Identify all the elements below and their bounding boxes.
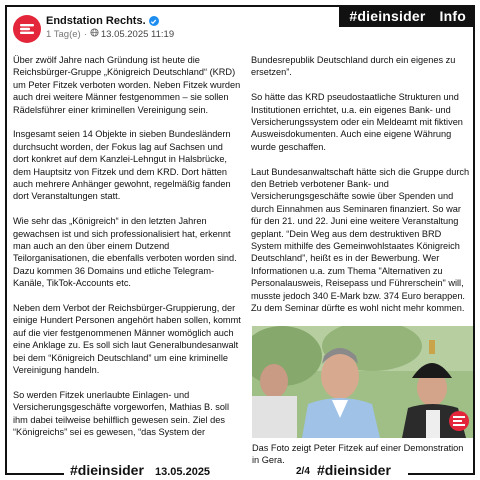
right-text-column bbox=[251, 54, 473, 327]
top-hashtag: #dieinsider bbox=[349, 8, 426, 24]
logo-icon[interactable] bbox=[13, 15, 41, 43]
tag-count[interactable]: 1 Tag(e) bbox=[46, 28, 81, 40]
post-timestamp[interactable]: 13.05.2025 11:19 bbox=[100, 28, 175, 40]
demonstration-photo[interactable] bbox=[252, 326, 473, 438]
post-header bbox=[13, 15, 174, 43]
top-hashtag-banner bbox=[339, 6, 474, 27]
paragraph: Über zwölf Jahre nach Gründung ist heute die Reichsbürger-Gruppe „Königreich Deutschland“ (KRD) um Peter Fitzek verboten worden. Neben Fitzek wurden auch drei weitere Männer festgenommen – sie sollen Rädelsführer einer kriminellen Vereinigung sein. bbox=[13, 55, 241, 115]
page-indicator: 2/4 bbox=[296, 466, 310, 477]
separator-dot: · bbox=[83, 28, 87, 40]
top-tag-word: Info bbox=[439, 8, 466, 24]
footer-date: 13.05.2025 bbox=[155, 466, 211, 478]
photo-caption: Das Foto zeigt Peter Fitzek auf einer Demonstration in Gera. bbox=[252, 443, 464, 466]
paragraph: Insgesamt seien 14 Objekte in sieben Bundesländern durchsucht worden, der Fokus lag auf Sachsen und dort konkret auf dem Kanzlei-Lehngut in Halsbrücke, dem Hauptsitz von Fitzek und dem KRD. Dort hätten auch mehrere Anhänger gewohnt, regelmäßig fanden dort Veranstaltungen statt. bbox=[13, 129, 231, 202]
paragraph: So werden Fitzek unerlaubte Einlagen- und Versicherungsgeschäfte vorgeworfen, Mathias B. soll ihm dabei teilweise behilflich gewesen sein. Ziel des “Königreichs” sei es gewesen, “das System der bbox=[13, 389, 230, 438]
footer-hashtag-right: #dieinsider bbox=[317, 462, 391, 478]
account-name[interactable]: Endstation Rechts. bbox=[46, 15, 146, 27]
paragraph: Wie sehr das „Königreich“ in den letzten Jahren gewachsen ist und sich professionalisiert hat, erkennt man auch an den über einem Dutzend Teilorganisationen, die ebenfalls verboten worden sind. Dazu kommen 36 Domains und etliche Telegram-Kanäle, TikTok-Accounts etc. bbox=[13, 216, 237, 289]
left-text-column bbox=[13, 54, 241, 451]
paragraph: So hätte das KRD pseudostaatliche Strukturen und Institutionen errichtet, u.a. ein eigenes Bank- und Versicherungssystem oder ein Meldeamt mit fiktiven Ausweisdokumenten. Auch eine eigene Währung wurde geschaffen. bbox=[251, 92, 463, 152]
paragraph: Neben dem Verbot der Reichsbürger-Gruppierung, der einige Hundert Personen angehört haben sollen, kommt auf die vier festgenommenen Männer womöglich auch eine Anklage zu. Es soll sich laut Generalbundesanwalt bei dem “Königreich Deutschland” um eine kriminelle Vereinigung handeln. bbox=[13, 303, 241, 376]
paragraph: Laut Bundesanwaltschaft hätte sich die Gruppe durch den Betrieb verbotener Bank- und Versicherungsgeschäfte sowie über Spenden und durch Einnahmen aus Seminaren finanziert. So war für den 21. und 22. Juni eine weitere Veranstaltung geplant. “Dein Weg aus dem destruktiven BRD System mithilfe des Gemeinwohlstaates Königreich Deutschland”, heißt es in der Bewerbung. Wer Informationen u.a. zum Thema "Alternativen zu Personalausweis, Reisepass und Führerschein" will, musste jedoch 340 E-Mark bzw. 374 Euro berappen. Zu dem Seminar dürfte es wohl nicht mehr kommen. bbox=[251, 166, 470, 314]
post-frame bbox=[5, 5, 475, 475]
paragraph: Bundesrepublik Deutschland durch ein eigenes zu ersetzen”. bbox=[251, 55, 456, 78]
globe-icon bbox=[90, 28, 99, 40]
footer-hashtag-left: #dieinsider bbox=[70, 462, 144, 478]
verified-icon bbox=[149, 16, 159, 26]
